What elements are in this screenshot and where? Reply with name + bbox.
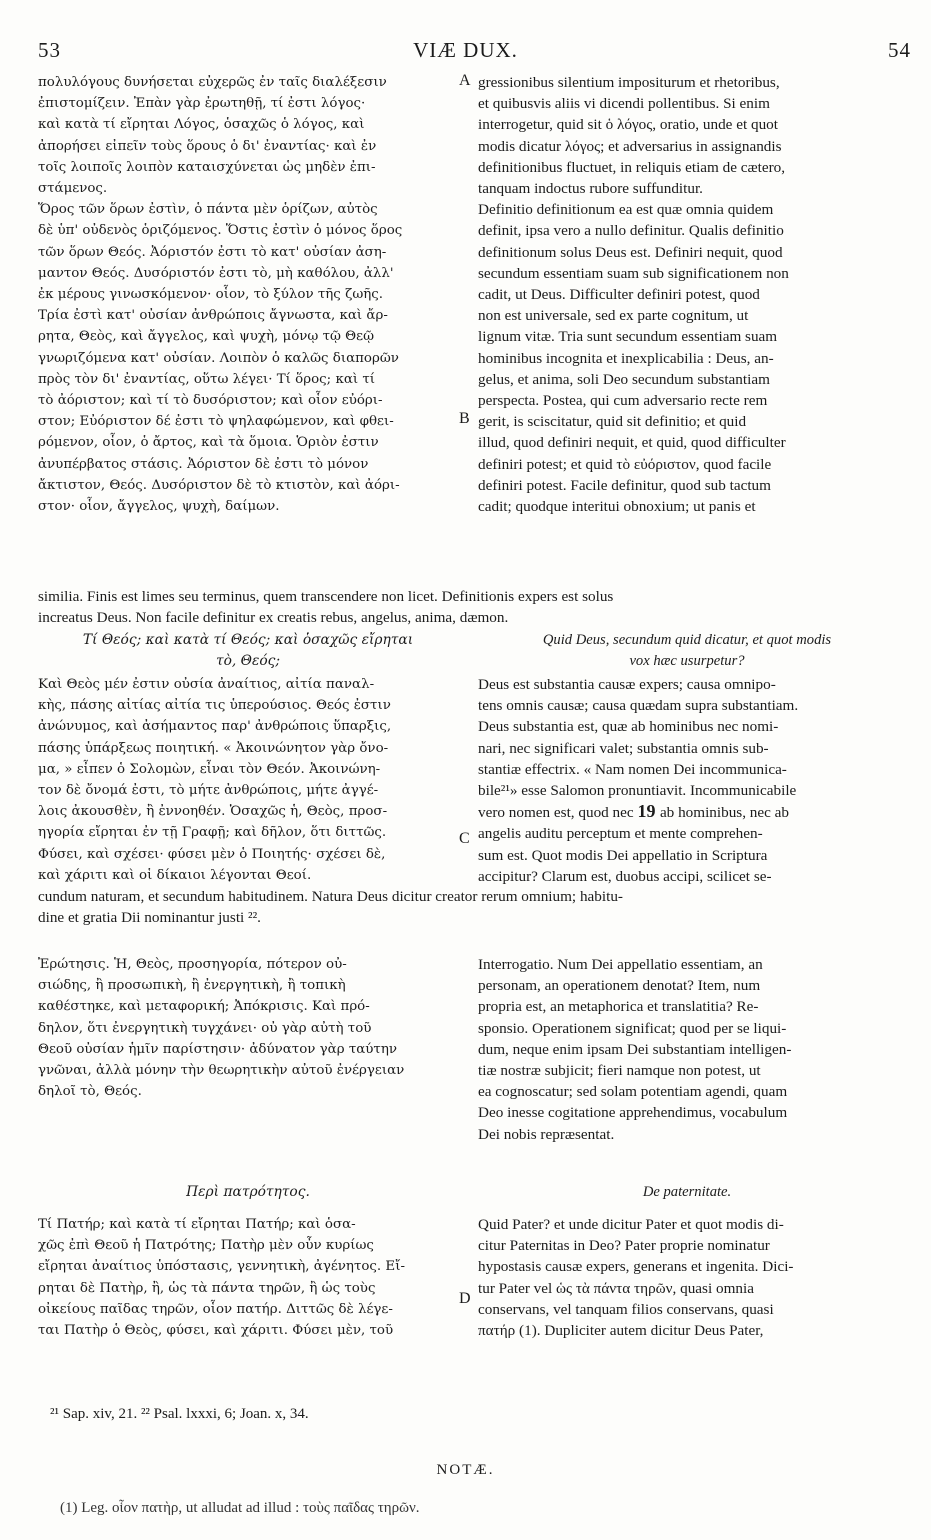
greek-text-line: Θεοῦ οὐσίαν ἡμῖν παρίστησιν· ἀδύνατον γὰρ ταύτην: [38, 1041, 397, 1057]
greek-text-line: ἀνώνυμος, καὶ ἀσήμαντος παρ' ἀνθρώποις ὕπαρξις,: [38, 719, 392, 735]
latin-text-line: cadit, ut Deus. Difficulter definiri potest, quod: [478, 286, 760, 304]
latin-column-top: [478, 72, 896, 517]
full-width-text-line: cundum naturam, et secundum habitudinem. Natura Deus dicitur creator rerum omnium; habitu-: [38, 888, 623, 905]
latin-text-line: gelus, et anima, soli Deo secundum substantiam: [478, 370, 770, 388]
scripture-footnotes: ²¹ Sap. xiv, 21. ²² Psal. lxxxi, 6; Joan. x, 34.: [50, 1406, 309, 1422]
greek-text-line: ρηται δὲ Πατὴρ, ἢ, ὡς τὰ πάντα τηρῶν, ἢ ὡς τοὺς: [38, 1280, 376, 1296]
latin-text-line: dum, neque enim ipsam Dei substantiam intelligen-: [478, 1040, 792, 1058]
latin-text-line: definiri potest; et quid τὸ εὐόριστον, quod facile: [478, 455, 772, 473]
latin-text-line: hominibus incognita et inexplicabilia : Deus, an-: [478, 349, 774, 367]
greek-heading-line: τὸ, Θεός;: [215, 653, 281, 670]
greek-text-line: εἴρηται ἀναίτιος ὑπόστασις, γεννητικὴ, ἀγένητος. Εἴ-: [38, 1259, 405, 1275]
full-width-paragraph-2: [38, 886, 900, 928]
latin-text-line: hypostasis causæ expers, generans et ingenita. Dici-: [478, 1258, 794, 1276]
latin-text-line: tiæ nostræ subjicit; fieri namque non potest, ut: [478, 1062, 761, 1080]
latin-text-line: gerit, is sciscitatur, quid sit definitio; et quid: [478, 413, 747, 431]
greek-text-line: ρόμενον, οἷον, ὁ ἄρτος, καὶ τὰ ὅμοια. Ὁριὸν ἐστιν: [38, 435, 379, 451]
latin-text-line: sponsio. Operationem significat; quod per se liqui-: [478, 1019, 787, 1037]
latin-column-bottom: [478, 1214, 896, 1341]
latin-text-line: secundum essentiam suam sub significationem non: [478, 264, 789, 282]
latin-text-line: πατήρ (1). Dupliciter autem dicitur Deus Pater,: [478, 1322, 764, 1340]
greek-text-line: στάμενος.: [38, 181, 108, 197]
greek-text-line: Ὅρος τῶν ὅρων ἐστὶν, ὁ πάντα μὲν ὁρίζων, αὐτὸς: [38, 202, 378, 218]
greek-text-line: Τρία ἐστὶ κατ' οὐσίαν ἀνθρώποις ἄγνωστα, καὶ ἄρ-: [38, 308, 388, 324]
greek-text-line: ηγορία εἴρηται ἐν τῇ Γραφῇ; καὶ δῆλον, ὅτι διττῶς.: [38, 825, 387, 841]
latin-text-line: citur Paternitas in Deo? Pater proprie nominatur: [478, 1237, 770, 1255]
latin-text-line: definitionibus fluctuet, in reliquis etiam de cætero,: [478, 158, 786, 176]
greek-text-line: οἰκείους παῖδας τηρῶν, οἷον πατήρ. Διττῶς δὲ λέγε-: [38, 1301, 393, 1317]
margin-marker-b: B: [459, 410, 470, 427]
latin-text-line: Interrogatio. Num Dei appellatio essentiam, an: [478, 956, 763, 973]
greek-text-line: πρὸς τὸν δι' ἐναντίας, οὕτω λέγει· Τί ὅρος; καὶ τί: [38, 371, 376, 387]
greek-text-line: ἀπορήσει εἰπεῖν τοὺς ὅρους ὁ δι' ἐναντίας· καὶ ἐν: [38, 138, 377, 154]
latin-text-line: tens omnis causæ; causa quædam supra substantiam.: [478, 697, 799, 715]
latin-heading-line: Quid Deus, secundum quid dicatur, et quot modis: [542, 632, 832, 648]
greek-text-line: δὲ ὑπ' οὐδενὸς ὁριζόμενος. Ὅστις ἐστὶν ὁ μόνος ὅρος: [38, 223, 403, 239]
greek-text-line: στον· οἷον, ἄγγελος, ψυχὴ, δαίμων.: [38, 499, 280, 515]
greek-text-line: ἄκτιστον, Θεός. Δυσόριστον δὲ τὸ κτιστὸν, καὶ ἀόρι-: [38, 477, 400, 493]
latin-text-line: accipitur? Clarum est, duobus accipi, scilicet se-: [478, 867, 772, 885]
greek-text-line: Ἐρώτησις. Ἡ, Θεὸς, προσηγορία, πότερον οὐ-: [38, 957, 347, 972]
latin-text-line: conservans, vel tanquam filios conservans, quasi: [478, 1300, 774, 1318]
greek-column-middle: [38, 674, 458, 886]
greek-text-line: δηλοῖ τὸ, Θεός.: [38, 1084, 142, 1100]
greek-text-line: ται Πατὴρ ὁ Θεὸς, φύσει, καὶ χάριτι. Φύσει μὲν, τοῦ: [38, 1323, 394, 1339]
latin-text-line: interrogetur, quid sit ὁ λόγος, oratio, unde et quot: [478, 116, 778, 134]
greek-text-line: ἀνυπέρβατος στάσις. Ἀόριστον δὲ ἐστι τὸ μόνον: [38, 456, 369, 472]
greek-text-line: λοις ἀκουσθὲν, ἢ ἐννοηθέν. Ὁσαχῶς ἡ, Θεὸς, προσ-: [38, 804, 388, 820]
notes-title: NOTÆ.: [436, 1462, 495, 1478]
inline-column-number: 19: [637, 801, 660, 822]
latin-text-line: et quibusvis aliis vi dicendi pollentibus. Si enim: [478, 95, 770, 113]
latin-text-line: definiri potest. Facile definitur, quod sub tactum: [478, 476, 771, 494]
greek-text-line: μαντον Θεός. Δυσόριστόν ἐστι τὸ, μὴ καθόλου, ἀλλ': [38, 265, 394, 281]
greek-text-line: Καὶ Θεὸς μέν ἐστιν οὐσία ἀναίτιος, αἰτία παναλ-: [38, 677, 375, 692]
latin-heading-line: vox hæc usurpetur?: [629, 653, 745, 670]
latin-text-line: Deus est substantia causæ expers; causa omnipo-: [478, 676, 776, 693]
greek-text-line: μα, » εἶπεν ὁ Σολομὼν, εἶναι τὸν Θεόν. Ἀκοινώνη-: [38, 761, 381, 777]
latin-text-line: Deus substantia est, quæ ab hominibus nec nomi-: [478, 718, 779, 736]
greek-text-line: Τί Πατήρ; καὶ κατὰ τί εἴρηται Πατήρ; καὶ ὁσα-: [38, 1217, 356, 1232]
latin-paternity-heading: De paternitate.: [642, 1184, 732, 1200]
greek-column-lower: [38, 954, 458, 1102]
latin-text-line: illud, quod definiri nequit, et quid, quod difficulter: [478, 434, 786, 452]
note-1: (1) Leg. οἷον πατὴρ, ut alludat ad illud : τοὺς παῖδας τηρῶν.: [60, 1500, 420, 1516]
latin-text-line: Dei nobis repræsentat.: [478, 1125, 615, 1143]
left-page-number: 53: [38, 38, 61, 62]
greek-text-line: πολυλόγους δυνήσεται εὐχερῶς ἐν ταῖς διαλέξεσιν: [38, 75, 387, 90]
full-width-paragraph-1: [38, 586, 900, 628]
latin-text-line: lignum vitæ. Tria sunt secundum essentiam suam: [478, 328, 778, 346]
latin-heading-god: [478, 630, 896, 672]
full-width-text-line: increatus Deus. Non facile definitur ex creatis rebus, angelus, anima, dæmon.: [38, 609, 509, 627]
margin-marker-d: D: [459, 1290, 471, 1307]
latin-column-lower: [478, 954, 896, 1145]
latin-text-line: sum est. Quot modis Dei appellatio in Scriptura: [478, 846, 768, 864]
greek-text-line: τὸ ἀόριστον; καὶ τί τὸ δυσόριστον; καὶ οἷον εὐόρι-: [38, 393, 383, 409]
latin-text-line: Quid Pater? et unde dicitur Pater et quot modis di-: [478, 1216, 784, 1233]
greek-text-line: σιώδης, ἢ προσωπικὴ, ἢ ἐνεργητικὴ, ἢ τοπικὴ: [38, 978, 346, 994]
right-page-number: 54: [888, 38, 911, 62]
latin-text-line: ea cognoscatur; sed solam potentiam agendi, quam: [478, 1083, 788, 1101]
latin-text-line: vero nomen est, quod nec 19 ab hominibus, nec ab: [478, 801, 790, 822]
greek-text-line: ἐκ μέρους γινωσκόμενον· οἷον, τὸ ξύλον τῆς ζωῆς.: [38, 287, 384, 303]
latin-text-line: definit, ipsa vero a nullo definitur. Qualis definitio: [478, 222, 784, 240]
latin-heading-paternity: [478, 1182, 896, 1203]
latin-text-line: bile²¹» esse Salomon pronuntiavit. Incommunicabile: [478, 782, 797, 800]
latin-text-line: perspecta. Postea, qui cum adversario recte rem: [478, 392, 768, 410]
greek-heading-paternity: [38, 1182, 458, 1203]
greek-text-line: καθέστηκε, καὶ μεταφορική; Ἀπόκρισις. Καὶ πρό-: [38, 999, 370, 1015]
greek-text-line: καὶ κατὰ τί εἴρηται Λόγος, ὁσαχῶς ὁ λόγος, καὶ: [38, 117, 365, 133]
latin-text-line: stantiæ effectrix. « Nam nomen Dei incommunica-: [478, 760, 787, 778]
greek-text-line: γνῶναι, ἀλλὰ μόνην τὴν θεωρητικὴν αὐτοῦ ἐνέργειαν: [38, 1063, 405, 1079]
latin-text-line: Definitio definitionum ea est quæ omnia quidem: [478, 201, 774, 219]
greek-text-line: τοῖς λοιποῖς λοιπὸν καταισχύνεται ὡς μηδὲν ἐπι-: [38, 159, 376, 175]
greek-text-line: τον δὲ ὄνομά ἐστι, τὸ μήτε ἀνθρώποις, μήτε ἀγγέ-: [38, 783, 379, 799]
greek-text-line: ρητα, Θεὸς, καὶ ἄγγελος, καὶ ψυχὴ, μόνῳ τῷ Θεῷ: [38, 329, 375, 345]
latin-column-middle: [478, 674, 896, 887]
latin-text-line: nari, nec significari valet; substantia omnis sub-: [478, 739, 769, 757]
latin-text-line: definitionum solus Deus est. Definiri nequit, quod: [478, 243, 783, 261]
margin-marker-c: C: [459, 830, 470, 847]
full-width-text-line: similia. Finis est limes seu terminus, quem transcendere non licet. Definitionis expers est solus: [38, 588, 614, 605]
latin-text-line: personam, an operationem denotat? Item, num: [478, 977, 761, 995]
latin-text-line: Deo inesse cogitatione apprehendimus, vocabulum: [478, 1104, 788, 1122]
margin-marker-a: A: [459, 72, 471, 89]
greek-paternity-heading: Περὶ πατρότητος.: [186, 1184, 310, 1200]
full-width-text-line: dine et gratia Dii nominantur justi ²².: [38, 909, 261, 927]
latin-text-line: tanquam indoctus rubore suffunditur.: [478, 180, 703, 198]
greek-text-line: πάσης ὑπάρξεως ποιητική. « Ἀκοινώνητον γὰρ ὄνο-: [38, 740, 389, 756]
latin-text-line: gressionibus silentium impositurum et rhetoribus,: [478, 74, 780, 91]
greek-text-line: κὴς, πάσης αἰτίας αἰτία τις ὑπερούσιος. Θεός ἐστιν: [38, 698, 391, 714]
running-title: VIÆ DUX.: [413, 38, 518, 62]
greek-column-top: [38, 72, 458, 517]
greek-text-line: καὶ χάριτι καὶ οἱ δίκαιοι λέγονται Θεοί.: [38, 867, 312, 883]
latin-text-line: angelis auditu perceptum et mente comprehen-: [478, 825, 763, 843]
greek-text-line: χῶς ἐπὶ Θεοῦ ἡ Πατρότης; Πατὴρ μὲν οὖν κυρίως: [38, 1238, 374, 1254]
latin-text-line: propria est, an metaphorica et translatitia? Re-: [478, 998, 759, 1016]
greek-text-line: ἐπιστομίζειν. Ἐπὰν γὰρ ἐρωτηθῇ, τί ἐστι λόγος·: [38, 96, 366, 112]
greek-text-line: γνωριζόμενα κατ' οὐσίαν. Λοιπὸν ὁ καλῶς διαπορῶν: [38, 350, 399, 366]
greek-column-bottom: [38, 1214, 458, 1341]
latin-text-line: tur Pater vel ὡς τὰ πάντα τηρῶν, quasi omnia: [478, 1279, 754, 1297]
latin-text-line: non est universale, sed ex parte cognitum, ut: [478, 307, 749, 325]
latin-text-line: modis dicatur λόγος; et adversarius in assignandis: [478, 137, 782, 155]
greek-heading-line: Τί Θεός; καὶ κατὰ τί Θεός; καὶ ὁσαχῶς εἴρηται: [82, 632, 414, 648]
greek-text-line: τῶν ὅρων Θεός. Ἀόριστόν ἐστι τὸ κατ' οὐσίαν ἀση-: [38, 244, 387, 260]
greek-text-line: στον; Εὐόριστον δέ ἐστι τὸ ψηλαφώμενον, καὶ φθει-: [38, 414, 394, 430]
greek-heading-god: [38, 630, 458, 672]
greek-text-line: δηλον, ὅτι ἐνεργητικὴ τυγχάνει· οὐ γὰρ αὐτὴ τοῦ: [38, 1020, 372, 1036]
latin-text-line: cadit; quodque interitui obnoxium; ut panis et: [478, 498, 756, 516]
greek-text-line: Φύσει, καὶ σχέσει· φύσει μὲν ὁ Ποιητής· σχέσει δὲ,: [38, 846, 386, 862]
